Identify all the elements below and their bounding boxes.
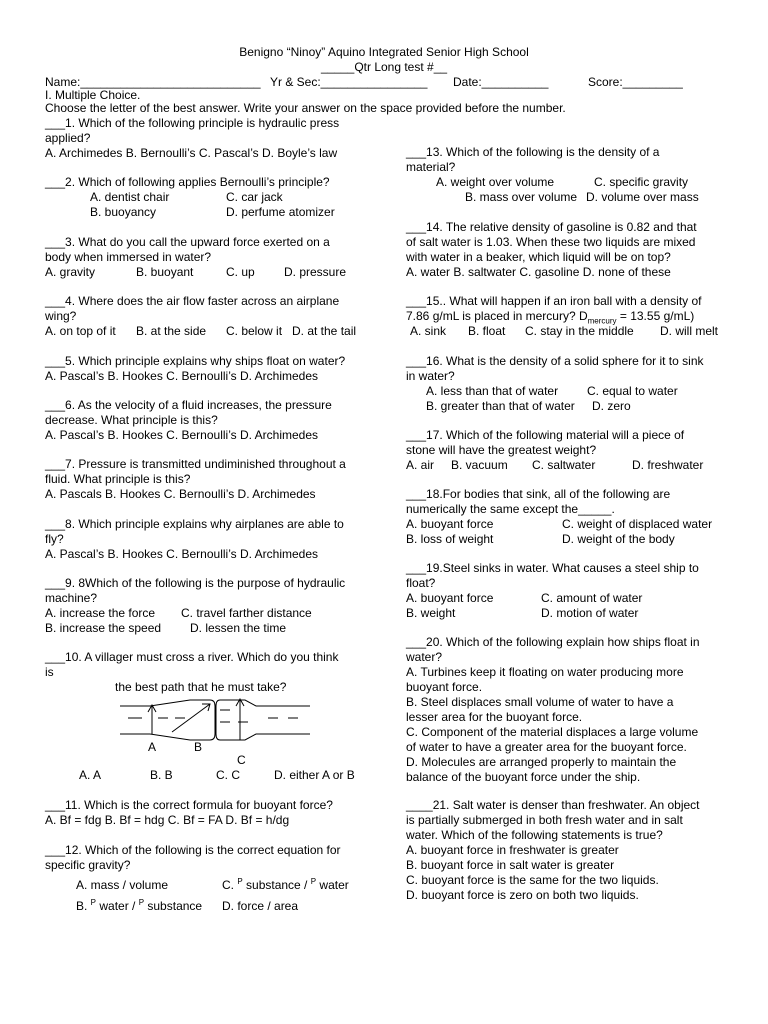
- question-text: ___12. Which of the following is the correct equation for: [45, 843, 341, 857]
- subscript-mercury: mercury: [587, 316, 617, 326]
- choice-b: B. loss of weight: [406, 532, 494, 546]
- choice-a: A. buoyant force: [406, 591, 494, 605]
- question-text: [406, 309, 702, 324]
- question-11: [45, 798, 333, 828]
- choice-a: A. less than that of water: [426, 384, 559, 398]
- choices: A. Pascal’s B. Hookes C. Bernoulli’s D. Archimedes: [45, 428, 319, 442]
- choice-a: A. gravity: [45, 265, 96, 279]
- choice-b: [76, 899, 202, 914]
- question-text: the best path that he must take?: [115, 680, 287, 694]
- question-text-part: = 13.55 g/mL): [616, 309, 695, 323]
- figure-label-b: B: [194, 740, 203, 754]
- choice-c: C. equal to water: [587, 384, 678, 398]
- choice-c: C. saltwater: [532, 458, 596, 472]
- choice-a-cont: buoyant force.: [406, 680, 483, 694]
- choices: A. Pascals B. Hookes C. Bernoulli’s D. Archimedes: [45, 487, 316, 501]
- choice-d: D. motion of water: [541, 606, 639, 620]
- choice-c: C. below it: [226, 324, 283, 338]
- question-20: [406, 635, 700, 785]
- question-text: material?: [406, 160, 456, 174]
- choices: A. Bf = fdg B. Bf = hdg C. Bf = FA D. Bf = h/dg: [45, 813, 290, 827]
- question-text: with water in a beaker, which liquid will be on top?: [406, 250, 671, 264]
- choice-b: B. at the side: [136, 324, 207, 338]
- question-text: machine?: [45, 591, 98, 605]
- choice-a: A. buoyant force: [406, 517, 494, 531]
- choice-d: D. freshwater: [632, 458, 704, 472]
- choice-d: D. force / area: [222, 899, 299, 913]
- choice-b: B. greater than that of water: [426, 399, 575, 413]
- choice-c: C. stay in the middle: [525, 324, 634, 338]
- question-text: ___10. A villager must cross a river. Which do you think: [45, 650, 339, 664]
- choice-c: [222, 878, 349, 893]
- choice-d: D. buoyant force is zero on both two liquids.: [406, 888, 639, 902]
- question-10: [45, 650, 338, 680]
- quarter-test-line: _____Qtr Long test #__: [320, 60, 448, 74]
- question-text: ___3. What do you call the upward force exerted on a: [45, 235, 330, 249]
- choice-c: C. car jack: [226, 190, 283, 204]
- choice-b: B. float: [468, 324, 506, 338]
- section-title: I. Multiple Choice.: [45, 88, 141, 102]
- choice-label: C.: [222, 878, 238, 892]
- instructions: Choose the letter of the best answer. Write your answer on the space provided before the number.: [45, 101, 566, 115]
- question-text: water?: [406, 650, 443, 664]
- question-text: is partially submerged in both fresh water and in salt: [406, 813, 683, 827]
- question-9: [45, 576, 345, 606]
- question-18: [406, 487, 670, 517]
- question-14: [406, 220, 697, 280]
- choice-d: D. pressure: [284, 265, 347, 279]
- choice-b: B. buoyant force in salt water is greater: [406, 858, 615, 872]
- choice-c: C. amount of water: [541, 591, 643, 605]
- choice-c: C. up: [226, 265, 255, 279]
- choice-b: B. mass over volume: [465, 190, 578, 204]
- choices: A. Pascal’s B. Hookes C. Bernoulli’s D. Archimedes: [45, 369, 319, 383]
- question-text: fluid. What principle is this?: [45, 472, 191, 486]
- question-text: ___17. Which of the following material will a piece of: [406, 428, 685, 442]
- choice-b: B. vacuum: [451, 458, 508, 472]
- question-text: ___8. Which principle explains why airplanes are able to: [45, 517, 344, 531]
- choice-b: B. buoyant: [136, 265, 194, 279]
- choice-c: C. specific gravity: [594, 175, 689, 189]
- choice-b: B. B: [150, 768, 173, 782]
- choice-a: A. sink: [410, 324, 447, 338]
- figure-label-c: C: [237, 753, 246, 767]
- question-text: ___20. Which of the following explain how ships float in: [406, 635, 700, 649]
- choice-d: D. lessen the time: [190, 621, 287, 635]
- choice-a: A. A: [79, 768, 102, 782]
- question-text: in water?: [406, 369, 455, 383]
- choices: A. Pascal’s B. Hookes C. Bernoulli’s D. Archimedes: [45, 547, 319, 561]
- choice-a: A. air: [406, 458, 435, 472]
- question-13: [406, 145, 659, 175]
- question-text: ___19.Steel sinks in water. What causes a steel ship to: [406, 561, 699, 575]
- choice-b-cont: lesser area for the buoyant force.: [406, 710, 583, 724]
- choice-b: B. increase the speed: [45, 621, 162, 635]
- school-name: Benigno “Ninoy” Aquino Integrated Senior High School: [239, 45, 529, 59]
- choice-a: A. mass / volume: [76, 878, 169, 892]
- question-text: ___6. As the velocity of a fluid increases, the pressure: [45, 398, 332, 412]
- rho-symbol: P: [237, 877, 243, 886]
- question-text: float?: [406, 576, 436, 590]
- choice-a: A. on top of it: [45, 324, 116, 338]
- rho-symbol: P: [310, 877, 317, 886]
- choice-d: D. volume over mass: [586, 190, 699, 204]
- question-text: ___1. Which of the following principle is hydraulic press: [45, 116, 340, 130]
- choice-text: water /: [96, 899, 139, 913]
- question-2: [45, 175, 330, 190]
- question-text: wing?: [45, 309, 77, 323]
- question-text: is: [45, 665, 54, 679]
- question-17: [406, 428, 684, 458]
- choice-c: C. Component of the material displaces a large volume: [406, 725, 699, 739]
- choice-c-cont: of water to have a greater area for the buoyant force.: [406, 740, 687, 754]
- choice-c: C. buoyant force is the same for the two liquids.: [406, 873, 659, 887]
- choice-b: B. weight: [406, 606, 456, 620]
- question-text: numerically the same except the_____.: [406, 502, 615, 516]
- question-8: [45, 517, 344, 562]
- choice-d: D. zero: [592, 399, 631, 413]
- choice-b: B. Steel displaces small volume of water to have a: [406, 695, 674, 709]
- question-4: [45, 294, 339, 324]
- question-text: ___18.For bodies that sink, all of the following are: [406, 487, 671, 501]
- river-crossing-figure: [120, 696, 310, 766]
- choice-a: A. dentist chair: [90, 190, 170, 204]
- question-6: [45, 398, 332, 443]
- choice-a: A. weight over volume: [436, 175, 555, 189]
- rho-symbol: P: [138, 898, 145, 907]
- choice-text: water: [316, 878, 349, 892]
- choice-d: D. Molecules are arranged properly to maintain the: [406, 755, 677, 769]
- question-text: decrease. What principle is this?: [45, 413, 218, 427]
- choice-d: D. will melt: [660, 324, 719, 338]
- choice-label: B.: [76, 899, 91, 913]
- question-21: [406, 798, 700, 903]
- choice-d: D. weight of the body: [562, 532, 675, 546]
- question-text: ____21. Salt water is denser than freshwater. An object: [406, 798, 700, 812]
- question-16: [406, 354, 704, 384]
- question-text: ___4. Where does the air flow faster across an airplane: [45, 294, 340, 308]
- choice-d: D. at the tail: [292, 324, 357, 338]
- score-field: Score:_________: [588, 75, 683, 89]
- question-3: [45, 235, 330, 265]
- question-12: [45, 843, 341, 873]
- question-text: water. Which of the following statements is true?: [406, 828, 663, 842]
- question-text: ___16. What is the density of a solid sphere for it to sink: [406, 354, 704, 368]
- rho-symbol: P: [90, 898, 97, 907]
- choice-d-cont: balance of the buoyant force under the ship.: [406, 770, 641, 784]
- choice-c: C. C: [216, 768, 240, 782]
- question-text: ___11. Which is the correct formula for buoyant force?: [45, 798, 333, 812]
- question-text: body when immersed in water?: [45, 250, 212, 264]
- choice-text: substance /: [242, 878, 311, 892]
- question-1: [45, 116, 339, 161]
- choice-d: D. either A or B: [274, 768, 355, 782]
- question-5: [45, 354, 345, 384]
- river-outline: [150, 700, 215, 740]
- choices: A. water B. saltwater C. gasoline D. none of these: [406, 265, 671, 279]
- choice-a: A. buoyant force in freshwater is greater: [406, 843, 619, 857]
- question-text: applied?: [45, 131, 91, 145]
- choice-c: C. weight of displaced water: [562, 517, 713, 531]
- name-field: Name:___________________________: [45, 75, 261, 89]
- choice-c: C. travel farther distance: [181, 606, 312, 620]
- choice-text: substance: [144, 899, 203, 913]
- choice-b: B. buoyancy: [90, 205, 157, 219]
- question-text-part: 7.86 g/mL is placed in mercury? D: [406, 309, 588, 323]
- question-15: [406, 294, 702, 324]
- choice-d: D. perfume atomizer: [226, 205, 335, 219]
- question-text: ___2. Which of following applies Bernoulli’s principle?: [45, 175, 330, 189]
- question-text: ___15.. What will happen if an iron ball with a density of: [406, 294, 702, 308]
- question-text: of salt water is 1.03. When these two liquids are mixed: [406, 235, 696, 249]
- figure-label-a: A: [148, 740, 157, 754]
- question-text: ___5. Which principle explains why ships float on water?: [45, 354, 346, 368]
- question-text: ___7. Pressure is transmitted undiminished throughout a: [45, 457, 346, 471]
- question-text: ___13. Which of the following is the density of a: [406, 145, 660, 159]
- question-19: [406, 561, 699, 591]
- choice-a: A. Turbines keep it floating on water producing more: [406, 665, 684, 679]
- date-field: Date:__________: [453, 75, 549, 89]
- question-text: fly?: [45, 532, 64, 546]
- question-text: ___14. The relative density of gasoline is 0.82 and that: [406, 220, 697, 234]
- choices: A. Archimedes B. Bernoulli’s C. Pascal’s D. Boyle’s law: [45, 146, 338, 160]
- question-text: specific gravity?: [45, 858, 131, 872]
- question-text: stone will have the greatest weight?: [406, 443, 597, 457]
- choice-a: A. increase the force: [45, 606, 156, 620]
- year-section-field: Yr & Sec:________________: [270, 75, 428, 89]
- question-text: ___9. 8Which of the following is the purpose of hydraulic: [45, 576, 346, 590]
- question-7: [45, 457, 346, 502]
